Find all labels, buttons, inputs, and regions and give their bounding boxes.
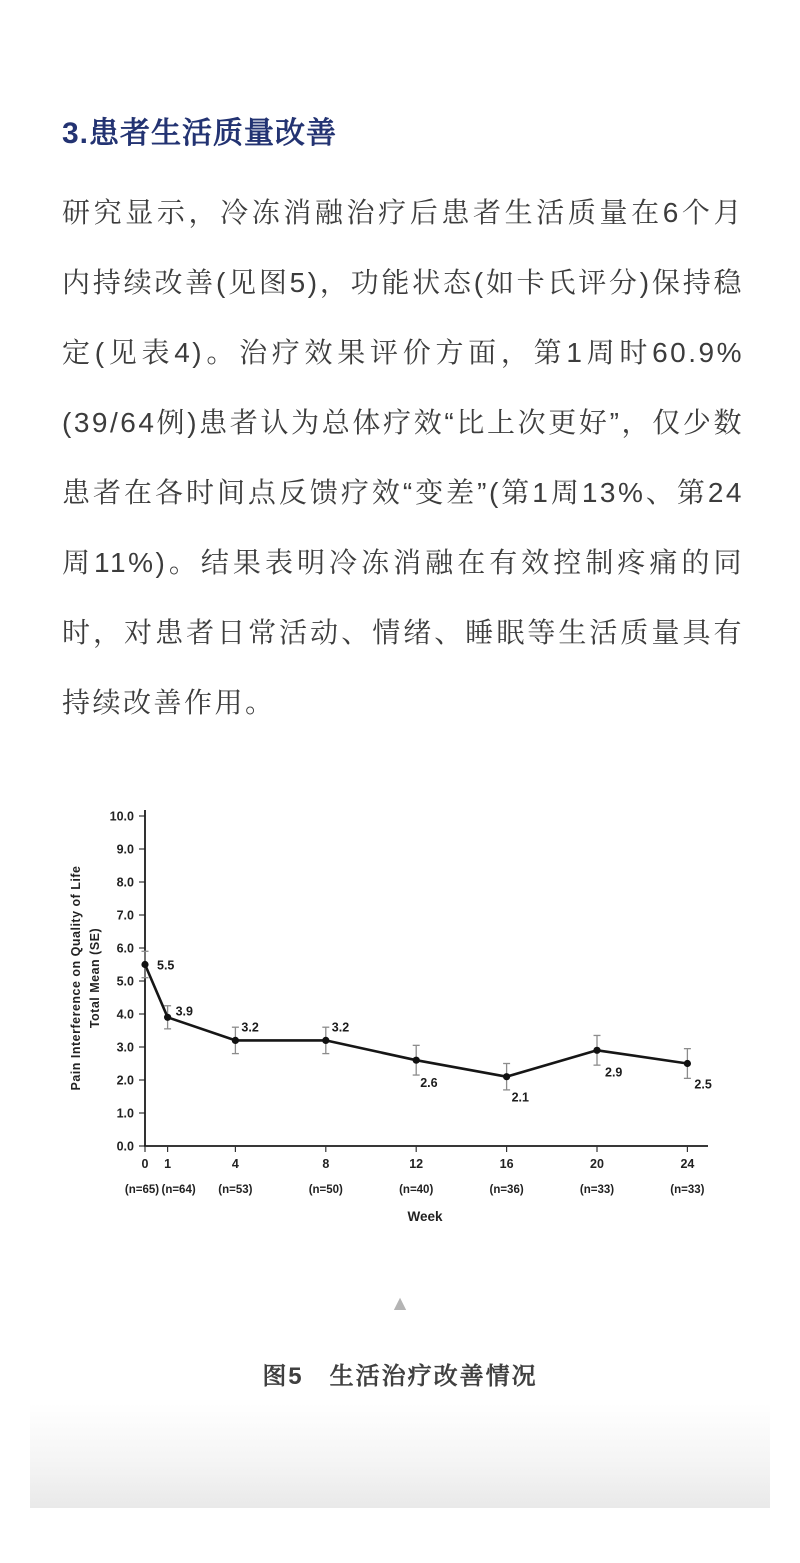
svg-text:1: 1	[164, 1157, 172, 1171]
svg-text:0.0: 0.0	[116, 1139, 134, 1154]
svg-text:2.5: 2.5	[694, 1077, 712, 1092]
qol-line-chart	[60, 778, 740, 1238]
svg-text:(n=36): (n=36)	[489, 1184, 524, 1196]
svg-text:16: 16	[499, 1157, 514, 1171]
svg-text:0: 0	[141, 1157, 149, 1171]
svg-text:24: 24	[680, 1157, 695, 1171]
svg-text:Week: Week	[407, 1209, 443, 1224]
svg-text:3.0: 3.0	[116, 1040, 134, 1055]
body-paragraph: 研究显示，冷冻消融治疗后患者生活质量在6个月内持续改善(见图5)，功能状态(如卡氏评分)保持稳定(见表4)。治疗效果评价方面，第1周时60.9%(39/64例)患者认为总体疗效“比上次更好”，仅少数患者在各时间点反馈疗效“变差”(第1周13%、第24周11%)。结果表明冷冻消融在有效控制疼痛的同时，对患者日常活动、情绪、睡眠等生活质量具有持续改善作用。	[62, 197, 744, 718]
footer-gradient	[30, 1403, 770, 1508]
svg-text:2.9: 2.9	[605, 1065, 623, 1080]
svg-text:2.6: 2.6	[420, 1076, 438, 1091]
svg-text:1.0: 1.0	[116, 1106, 134, 1121]
collapse-triangle-icon: ▲	[389, 1292, 411, 1315]
svg-text:8.0: 8.0	[116, 875, 134, 890]
svg-text:4.0: 4.0	[116, 1007, 134, 1022]
figure-5	[60, 778, 740, 1238]
section-title: 3.患者生活质量改善	[62, 116, 338, 150]
svg-text:9.0: 9.0	[116, 842, 134, 857]
svg-text:Pain Interference on Quality o: Pain Interference on Quality of Life	[69, 865, 83, 1091]
svg-text:5.5: 5.5	[157, 958, 175, 973]
svg-text:3.2: 3.2	[241, 1020, 259, 1035]
svg-text:(n=40): (n=40)	[399, 1184, 434, 1196]
svg-text:(n=64): (n=64)	[161, 1184, 196, 1196]
svg-text:(n=65): (n=65)	[124, 1184, 160, 1196]
svg-text:4: 4	[231, 1157, 239, 1171]
svg-text:3.9: 3.9	[175, 1004, 193, 1019]
svg-text:10.0: 10.0	[109, 809, 134, 824]
svg-text:8: 8	[322, 1157, 330, 1171]
svg-text:5.0: 5.0	[116, 974, 134, 989]
svg-text:Total Mean (SE): Total Mean (SE)	[88, 927, 102, 1029]
svg-text:3.2: 3.2	[331, 1020, 350, 1035]
svg-text:(n=33): (n=33)	[670, 1184, 705, 1196]
svg-text:(n=53): (n=53)	[218, 1184, 253, 1196]
svg-text:12: 12	[409, 1157, 424, 1171]
svg-text:(n=33): (n=33)	[579, 1184, 615, 1196]
svg-text:2.1: 2.1	[511, 1090, 529, 1105]
svg-text:(n=50): (n=50)	[308, 1184, 343, 1196]
svg-text:2.0: 2.0	[116, 1073, 134, 1088]
svg-text:7.0: 7.0	[116, 908, 134, 923]
svg-text:6.0: 6.0	[116, 941, 134, 956]
svg-text:20: 20	[590, 1157, 604, 1171]
figure-caption: 图5 生活治疗改善情况	[262, 1363, 538, 1390]
